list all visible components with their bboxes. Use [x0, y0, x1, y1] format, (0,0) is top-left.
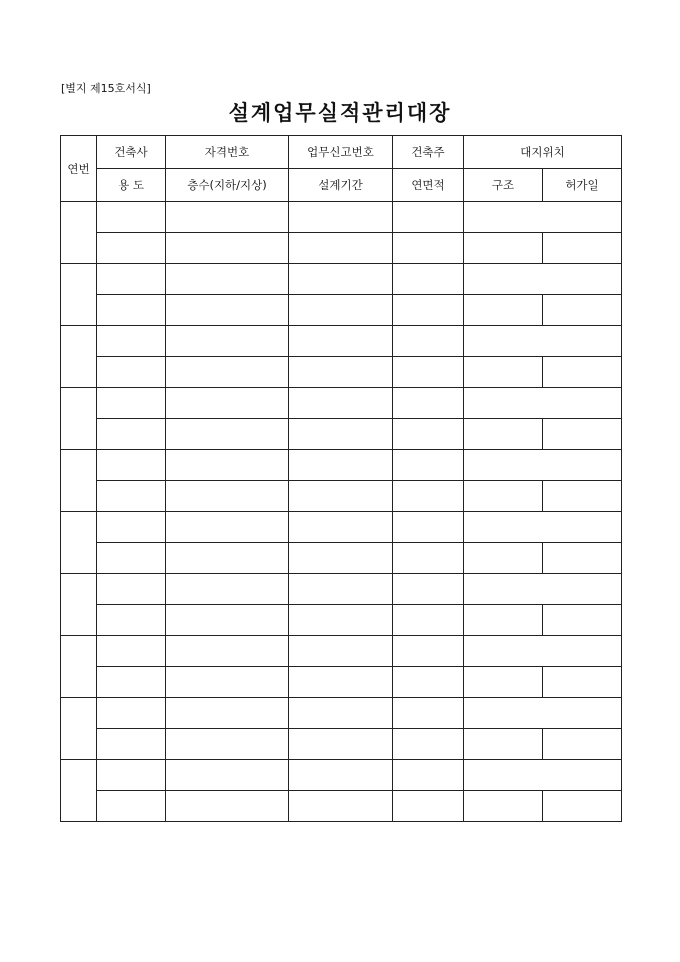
license-number-cell[interactable] [166, 574, 289, 605]
header-site-location: 대지위치 [464, 136, 622, 169]
floors-cell[interactable] [166, 357, 289, 388]
structure-cell[interactable] [464, 729, 543, 760]
header-business-report-number: 업무신고번호 [289, 136, 393, 169]
business-report-number-cell[interactable] [289, 202, 393, 233]
permit-date-cell[interactable] [543, 295, 622, 326]
usage-cell[interactable] [97, 729, 166, 760]
record-row-top [61, 698, 622, 729]
record-row-bottom [61, 605, 622, 636]
architect-cell[interactable] [97, 698, 166, 729]
floors-cell[interactable] [166, 233, 289, 264]
floor-area-cell[interactable] [393, 419, 464, 450]
client-cell[interactable] [393, 264, 464, 295]
floor-area-cell[interactable] [393, 295, 464, 326]
record-row-bottom [61, 667, 622, 698]
record-row-bottom [61, 729, 622, 760]
design-record-ledger-table [60, 135, 622, 822]
serial-cell[interactable] [61, 326, 97, 388]
floor-area-cell[interactable] [393, 233, 464, 264]
usage-cell[interactable] [97, 419, 166, 450]
header-serial: 연번 [61, 136, 97, 202]
header-structure: 구조 [464, 169, 543, 202]
permit-date-cell[interactable] [543, 791, 622, 822]
business-report-number-cell[interactable] [289, 574, 393, 605]
ledger-body [61, 136, 622, 822]
site-location-cell[interactable] [464, 450, 622, 481]
usage-cell[interactable] [97, 667, 166, 698]
site-location-cell[interactable] [464, 512, 622, 543]
site-location-cell[interactable] [464, 264, 622, 295]
serial-cell[interactable] [61, 760, 97, 822]
permit-date-cell[interactable] [543, 481, 622, 512]
business-report-number-cell[interactable] [289, 698, 393, 729]
record-row-bottom [61, 295, 622, 326]
serial-cell[interactable] [61, 698, 97, 760]
floors-cell[interactable] [166, 481, 289, 512]
floors-cell[interactable] [166, 295, 289, 326]
structure-cell[interactable] [464, 605, 543, 636]
usage-cell[interactable] [97, 357, 166, 388]
floors-cell[interactable] [166, 605, 289, 636]
design-period-cell[interactable] [289, 543, 393, 574]
record-row-bottom [61, 543, 622, 574]
header-row-2 [61, 169, 622, 202]
permit-date-cell[interactable] [543, 419, 622, 450]
floor-area-cell[interactable] [393, 667, 464, 698]
serial-cell[interactable] [61, 512, 97, 574]
usage-cell[interactable] [97, 605, 166, 636]
record-row-bottom [61, 791, 622, 822]
serial-cell[interactable] [61, 636, 97, 698]
site-location-cell[interactable] [464, 574, 622, 605]
permit-date-cell[interactable] [543, 605, 622, 636]
header-design-period: 설계기간 [289, 169, 393, 202]
license-number-cell[interactable] [166, 760, 289, 791]
license-number-cell[interactable] [166, 512, 289, 543]
license-number-cell[interactable] [166, 698, 289, 729]
usage-cell[interactable] [97, 543, 166, 574]
header-client: 건축주 [393, 136, 464, 169]
site-location-cell[interactable] [464, 388, 622, 419]
architect-cell[interactable] [97, 264, 166, 295]
structure-cell[interactable] [464, 481, 543, 512]
record-row-bottom [61, 357, 622, 388]
client-cell[interactable] [393, 574, 464, 605]
record-row-top [61, 512, 622, 543]
license-number-cell[interactable] [166, 450, 289, 481]
business-report-number-cell[interactable] [289, 636, 393, 667]
site-location-cell[interactable] [464, 326, 622, 357]
business-report-number-cell[interactable] [289, 326, 393, 357]
floor-area-cell[interactable] [393, 357, 464, 388]
header-floors: 층수(지하/지상) [166, 169, 289, 202]
business-report-number-cell[interactable] [289, 760, 393, 791]
usage-cell[interactable] [97, 233, 166, 264]
floors-cell[interactable] [166, 667, 289, 698]
record-row-top [61, 450, 622, 481]
header-floor-area: 연면적 [393, 169, 464, 202]
structure-cell[interactable] [464, 295, 543, 326]
design-period-cell[interactable] [289, 295, 393, 326]
record-row-top [61, 202, 622, 233]
floors-cell[interactable] [166, 543, 289, 574]
header-usage: 용 도 [97, 169, 166, 202]
permit-date-cell[interactable] [543, 667, 622, 698]
design-period-cell[interactable] [289, 233, 393, 264]
structure-cell[interactable] [464, 667, 543, 698]
floor-area-cell[interactable] [393, 729, 464, 760]
floors-cell[interactable] [166, 729, 289, 760]
design-period-cell[interactable] [289, 605, 393, 636]
client-cell[interactable] [393, 636, 464, 667]
serial-cell[interactable] [61, 450, 97, 512]
floor-area-cell[interactable] [393, 543, 464, 574]
client-cell[interactable] [393, 698, 464, 729]
architect-cell[interactable] [97, 388, 166, 419]
record-row-top [61, 636, 622, 667]
architect-cell[interactable] [97, 202, 166, 233]
permit-date-cell[interactable] [543, 729, 622, 760]
structure-cell[interactable] [464, 357, 543, 388]
record-row-bottom [61, 419, 622, 450]
business-report-number-cell[interactable] [289, 264, 393, 295]
business-report-number-cell[interactable] [289, 388, 393, 419]
floors-cell[interactable] [166, 419, 289, 450]
client-cell[interactable] [393, 760, 464, 791]
serial-cell[interactable] [61, 264, 97, 326]
business-report-number-cell[interactable] [289, 512, 393, 543]
usage-cell[interactable] [97, 791, 166, 822]
floor-area-cell[interactable] [393, 481, 464, 512]
design-period-cell[interactable] [289, 791, 393, 822]
usage-cell[interactable] [97, 481, 166, 512]
architect-cell[interactable] [97, 512, 166, 543]
record-row-bottom [61, 233, 622, 264]
design-period-cell[interactable] [289, 419, 393, 450]
header-license-number: 자격번호 [166, 136, 289, 169]
client-cell[interactable] [393, 512, 464, 543]
architect-cell[interactable] [97, 326, 166, 357]
floors-cell[interactable] [166, 791, 289, 822]
architect-cell[interactable] [97, 760, 166, 791]
structure-cell[interactable] [464, 543, 543, 574]
structure-cell[interactable] [464, 419, 543, 450]
site-location-cell[interactable] [464, 636, 622, 667]
license-number-cell[interactable] [166, 202, 289, 233]
architect-cell[interactable] [97, 636, 166, 667]
architect-cell[interactable] [97, 574, 166, 605]
design-period-cell[interactable] [289, 481, 393, 512]
architect-cell[interactable] [97, 450, 166, 481]
structure-cell[interactable] [464, 233, 543, 264]
header-permit-date: 허가일 [543, 169, 622, 202]
client-cell[interactable] [393, 450, 464, 481]
header-row-1 [61, 136, 622, 169]
permit-date-cell[interactable] [543, 543, 622, 574]
record-row-top [61, 264, 622, 295]
floor-area-cell[interactable] [393, 605, 464, 636]
record-row-top [61, 388, 622, 419]
license-number-cell[interactable] [166, 636, 289, 667]
client-cell[interactable] [393, 202, 464, 233]
header-architect: 건축사 [97, 136, 166, 169]
form-number-label: [별지 제15호서식] [61, 82, 151, 95]
serial-cell[interactable] [61, 388, 97, 450]
serial-cell[interactable] [61, 574, 97, 636]
serial-cell[interactable] [61, 202, 97, 264]
usage-cell[interactable] [97, 295, 166, 326]
design-period-cell[interactable] [289, 357, 393, 388]
record-row-top [61, 574, 622, 605]
document-title: 설계업무실적관리대장 [228, 100, 452, 125]
license-number-cell[interactable] [166, 388, 289, 419]
license-number-cell[interactable] [166, 264, 289, 295]
record-row-bottom [61, 481, 622, 512]
record-row-top [61, 326, 622, 357]
design-period-cell[interactable] [289, 667, 393, 698]
permit-date-cell[interactable] [543, 233, 622, 264]
business-report-number-cell[interactable] [289, 450, 393, 481]
permit-date-cell[interactable] [543, 357, 622, 388]
site-location-cell[interactable] [464, 202, 622, 233]
client-cell[interactable] [393, 388, 464, 419]
floor-area-cell[interactable] [393, 791, 464, 822]
structure-cell[interactable] [464, 791, 543, 822]
site-location-cell[interactable] [464, 760, 622, 791]
site-location-cell[interactable] [464, 698, 622, 729]
client-cell[interactable] [393, 326, 464, 357]
design-period-cell[interactable] [289, 729, 393, 760]
record-row-top [61, 760, 622, 791]
license-number-cell[interactable] [166, 326, 289, 357]
